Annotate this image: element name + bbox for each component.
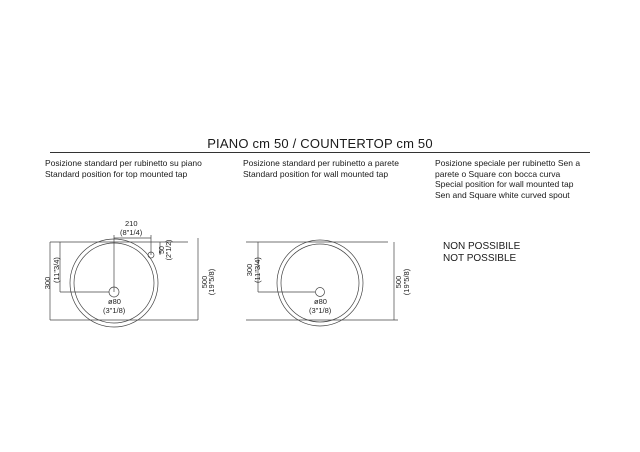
drain-size-in-label: (3"1/8) [309,306,332,315]
drain-size-label: ø80 [314,297,327,306]
caption-line: Posizione standard per rubinetto su piano [45,158,202,168]
caption-line: Posizione speciale per rubinetto Sen a [435,158,581,168]
drain-circle [316,288,325,297]
caption-line: Standard position for wall mounted tap [243,168,389,179]
caption-line: Sen and Square white curved spout [435,189,570,200]
dim-500-label: 500 [200,275,209,289]
caption-line: Standard position for top mounted tap [45,168,188,179]
page-title: PIANO cm 50 / COUNTERTOP cm 50 [207,136,433,151]
not-possible-en: NOT POSSIBLE [443,253,517,264]
dim-50-label: 50 [159,246,166,254]
dim-210-label: 210 [125,219,138,228]
dim-500-in-label: (19"5/8) [207,268,216,296]
dim-500-in-label: (19"5/8) [402,268,411,296]
caption-line: parete o Square con bocca curva [435,168,561,179]
dim-300-in-label: (11"3/4) [52,257,61,283]
dim-500-label: 500 [394,275,403,289]
dim-210-in-label: (8"1/4) [120,228,143,237]
dim-300-label: 300 [43,276,52,290]
drain-size-in-label: (3"1/8) [103,306,126,315]
drain-size-label: ø80 [108,297,121,306]
caption-line: Posizione standard per rubinetto a parete [243,158,399,168]
dim-300-label: 300 [245,263,254,277]
caption-line: Special position for wall mounted tap [435,179,574,189]
dim-300-in-label: (11"3/4) [253,257,262,283]
not-possible-it: NON POSSIBILE [443,241,521,252]
dim-50-in-label: (2"1/2) [166,239,173,261]
